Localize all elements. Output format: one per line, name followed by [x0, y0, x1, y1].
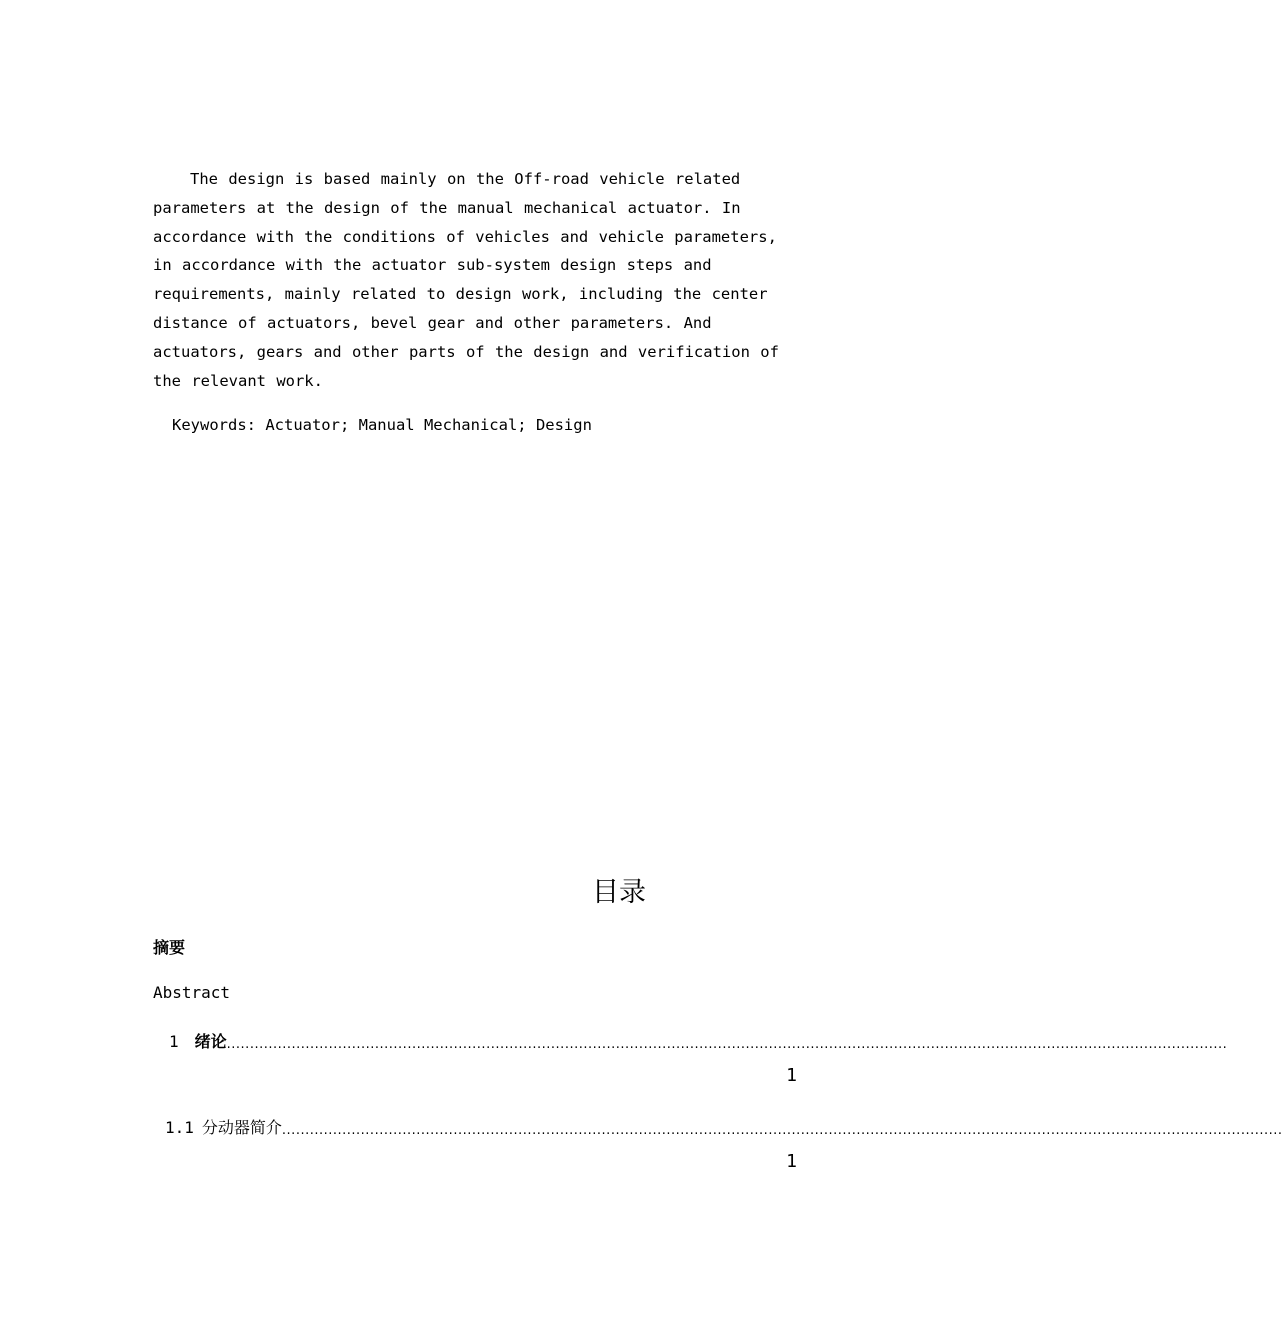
- toc-entry-abstract-cn[interactable]: 摘要: [153, 938, 186, 957]
- abstract-body: The design is based mainly on the Off-road vehicle related parameters at the design of the manual mechanical actuator. In accordance with the conditions of vehicles and vehicle parameters, in accordance with the actuator sub-system design steps and requirements, mainly related to design work, including the center distance of actuators, bevel gear and other parameters. And actuators, gears and other parts of the design and verification of the relevant work.: [153, 170, 779, 390]
- toc-leader-dots: ........................................................................................................................................................................................................................: [226, 1037, 1228, 1052]
- toc-entry-label: [153, 1030, 227, 1054]
- toc-entry-abstract-en[interactable]: Abstract: [153, 983, 231, 1002]
- toc-entry-page-number: 1: [786, 1065, 797, 1086]
- toc-entry-title: 分动器简介: [201, 1118, 282, 1137]
- toc-entry-title: 绪论: [194, 1032, 227, 1051]
- toc-leader-dots: ........................................................................................................................................................................................................................: [281, 1123, 1283, 1138]
- keywords-line: Keywords: Actuator; Manual Mechanical; Design: [172, 416, 592, 434]
- toc-entry-label: [153, 1116, 282, 1140]
- toc-entry-number: 1.1: [165, 1118, 194, 1137]
- toc-entry-section-1-1[interactable]: [153, 1116, 1283, 1140]
- toc-entry-page-number: 1: [786, 1151, 797, 1172]
- toc-title: 目录: [592, 877, 646, 908]
- toc-entry-chapter-1[interactable]: [153, 1030, 1228, 1054]
- toc-entry-number: 1: [169, 1032, 179, 1051]
